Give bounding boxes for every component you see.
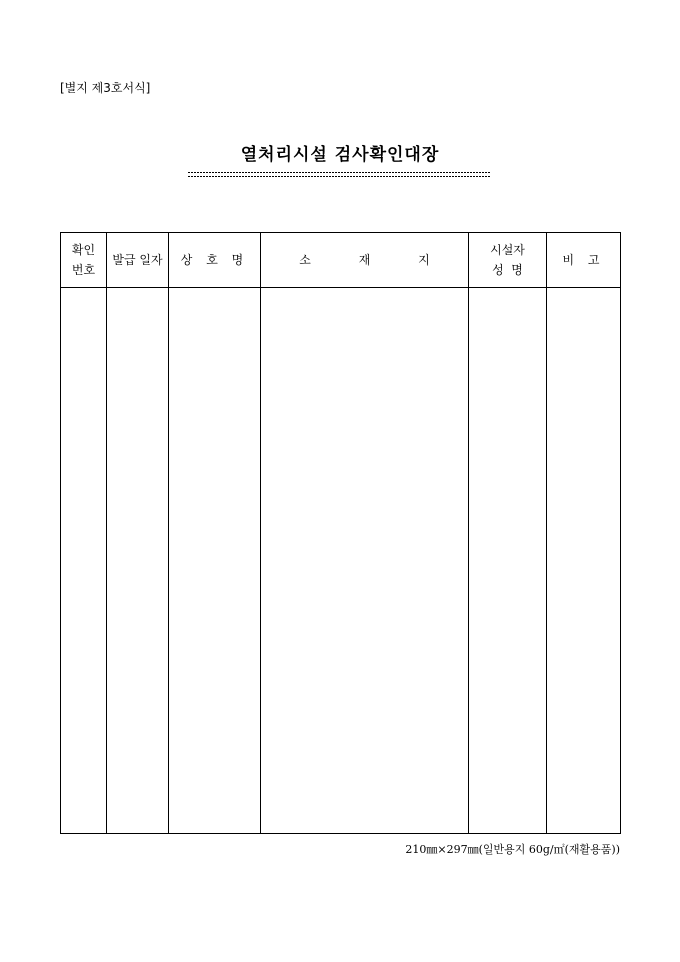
paper-specification: 210㎜×297㎜(일반용지 60g/㎡(재활용품)) [405,843,620,856]
column-header-confirm-no: 확인 번호 [61,233,107,288]
table-header-row [61,233,621,288]
cell-issue-date [107,288,169,834]
inspection-ledger-table [60,232,621,834]
table-row [61,288,621,834]
document-title: 열처리시설 검사확인대장 [240,145,440,165]
form-number-label: [별지 제3호서식] [60,81,151,95]
cell-remarks [547,288,621,834]
column-header-location: 소 재 지 [261,233,469,288]
cell-confirm-no [61,288,107,834]
column-header-business-name: 상 호 명 [169,233,261,288]
column-header-issue-date: 발급 일자 [107,233,169,288]
cell-business-name [169,288,261,834]
column-header-remarks: 비 고 [547,233,621,288]
cell-location [261,288,469,834]
column-header-installer-name: 시설자 성 명 [469,233,547,288]
title-double-underline [188,172,490,179]
cell-installer-name [469,288,547,834]
